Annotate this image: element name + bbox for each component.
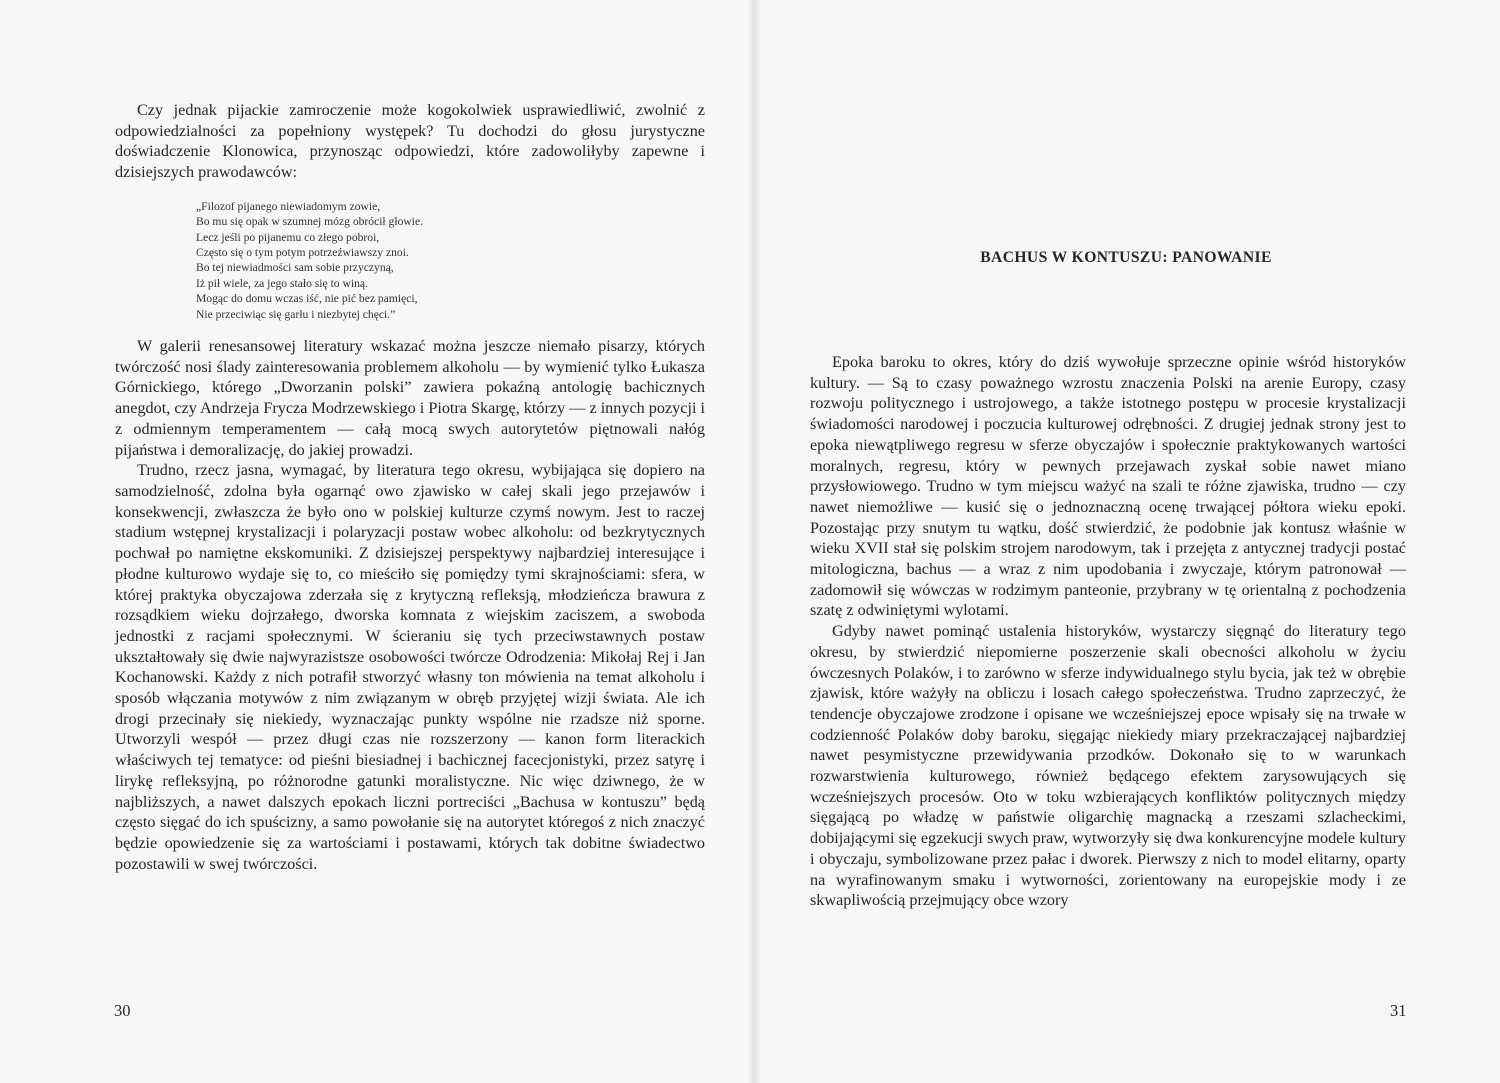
left-paragraph-3: Trudno, rzecz jasna, wymagać, by literatura tego okresu, wybijająca się dopiero na samodzielność, zdolna była ogarnąć owo zjawisko w całej skali jego przejawów i konsekwencji, zwłaszcza że było ono w polskiej kulturze czymś nowym. Jest to raczej stadium wstępnej krystalizacji i polaryzacji postaw wobec alkoholu: od bezkrytycznych pochwał po namiętne ekskomuniki. Z dzisiejszej perspektywy najbardziej interesujące i płodne kulturowo wydaje się to, co mieściło się pomiędzy tymi skrajnościami: sfera, w której praktyka obyczajowa zderzała się z krytyczną refleksją, młodzieńcza brawura z rozsądkiem wieku dojrzałego, dworska komnata z wiejskim zaciszem, a swoboda jednostki z racjami społecznymi. W ścieraniu się tych przeciwstawnych postaw ukształtowały się dwie najwyrazistsze osobowości twórcze Odrodzenia: Mikołaj Rej i Jan Kochanowski. Każdy z nich potrafił stworzyć własny ton mówienia na temat alkoholu i sposób włączania motywów z nim związanym w obręb przyjętej wizji świata. Ale ich drogi przecinały się niekiedy, wyznaczając punkty wspólne nie rzadsze niż sporne. Utworzyli wespół — przez długi czas nie rozszerzony — kanon form literackich właściwych tej tematyce: od pieśni biesiadnej i bachicznej facecjonistyki, przez satyrę i lirykę refleksyjną, po różnorodne gatunki moralistyczne. Nic więc dziwnego, że w najbliższych, a nawet dalszych epokach liczni portreciści „Bachusa w kontuszu” będą często sięgać do ich spuścizny, a samo powołanie się na autorytet któregoś z nich znaczyć będzie opowiedzenie się za wartościami i postawami, których tak dobitne świadectwo pozostawili w swej twórczości.	[115, 461, 705, 873]
right-paragraph-1: Epoka baroku to okres, który do dziś wywołuje sprzeczne opinie wśród historyków kultury. — Są to czasy poważnego wzrostu znaczenia Polski na arenie Europy, czasy rozwoju politycznego i ustrojowego, a także istotnego postępu w procesie krystalizacji świadomości narodowej i poczucia kulturowej odrębności. Z drugiej jednak strony jest to epoka niewątpliwego regresu w sferze obyczajów i społecznie praktykowanych wartości moralnych, regresu, który w pewnych przejawach zyskał sobie nawet miano przysłowiowego. Trudno w tym miejscu ważyć na szali te różne zjawiska, trudno — czy nawet niemożliwe — kusić się o jednoznaczną ocenę trwającej półtora wieku epoki. Pozostając przy snutym tu wątku, dość stwierdzić, że podobnie jak kontusz właśnie w wieku XVII stał się polskim strojem narodowym, tak i przejęta z antycznej tradycji postać mitologiczna, bachus — a wraz z nim upodobania i zwyczaje, którym patronował — zadomowił się wówczas w rodzimym panteonie, przybrany w tę orientalną z pochodzenia szatę z odwiniętymi wylotami.	[810, 353, 1406, 620]
page-number-left: 30	[114, 1001, 131, 1020]
quote-line: Bo mu się opak w szumnej mózg obrócił głowie.	[196, 215, 424, 229]
left-paragraph-2: W galerii renesansowej literatury wskazać można jeszcze niemało pisarzy, których twórczość nosi ślady zainteresowania problemem alkoholu — by wymienić tylko Łukasza Górnickiego, którego „Dworzanin polski” zawiera pokaźną antologię bachicznych anegdot, czy Andrzeja Frycza Modrzewskiego i Piotra Skargę, którzy — z innych pozycji i z odmiennym temperamentem — całą mocą swych autorytetów piętnowali nałóg pijaństwa i demoralizację, do jakiej prowadzi.	[115, 337, 705, 459]
quote-line: Często się o tym potym potrzeźwiawszy znoi.	[196, 246, 409, 260]
right-page-text	[810, 352, 1406, 911]
quote-line: Mogąc do domu wczas iść, nie pić bez pamięci,	[196, 292, 418, 306]
page-number-right: 31	[1390, 1001, 1407, 1020]
quote-line: „Filozof pijanego niewiadomym zowie,	[196, 199, 381, 213]
book-gutter	[748, 0, 760, 1083]
chapter-title: BACHUS W KONTUSZU: PANOWANIE	[980, 249, 1272, 266]
left-paragraph-1: Czy jednak pijackie zamroczenie może kogokolwiek usprawiedliwić, zwolnić z odpowiedzialności za popełniony występek? Tu dochodzi do głosu jurystyczne doświadczenie Klonowica, przynosząc odpowiedzi, które zadowoliłyby zapewne i dzisiejszych prawodawców:	[115, 101, 705, 182]
quote-line: Bo tej niewiadmości sam sobie przyczyną,	[196, 261, 394, 275]
left-page-text	[115, 100, 705, 874]
quote-line: Nie przeciwiąc się garłu i niezbytej chęci.”	[196, 307, 396, 321]
klonowic-quote	[196, 199, 705, 322]
quote-line: Iż pił wiele, za jego stało się to winą.	[196, 276, 368, 290]
right-paragraph-2: Gdyby nawet pominąć ustalenia historyków, wystarczy sięgnąć do literatury tego okresu, by stwierdzić niepomierne poszerzenie skali obecności alkoholu w życiu ówczesnych Polaków, i to zarówno w sferze indywidualnego stylu bycia, jak też w obrębie zjawisk, które ważyły na obliczu i losach całego społeczeństwa. Trudno zaprzeczyć, że tendencje obyczajowe zrodzone i opisane we wcześniejszej epoce wpisały się na trwałe w codzienność Polaków doby baroku, sięgając niekiedy miary przekraczającej najbardziej nawet pesymistyczne przewidywania przodków. Dokonało się to w warunkach rozwarstwienia kulturowego, również będącego efektem zarysowujących się wcześniejszych procesów. Oto w toku wzbierających konfliktów politycznych między sięgającą po władzę w państwie oligarchię magnacką a rzeszami szlacheckimi, dobijającymi się egzekucji swych praw, wytworzyły się dwa konkurencyjne modele kultury i obyczaju, symbolizowane przez pałac i dworek. Pierwszy z nich to model elitarny, oparty na wyrafinowanym smaku i wytworności, zorientowany na europejskie mody i ze skwapliwością przejmujący obce wzory	[810, 622, 1406, 910]
quote-line: Lecz jeśli po pijanemu co złego pobroi,	[196, 230, 380, 244]
